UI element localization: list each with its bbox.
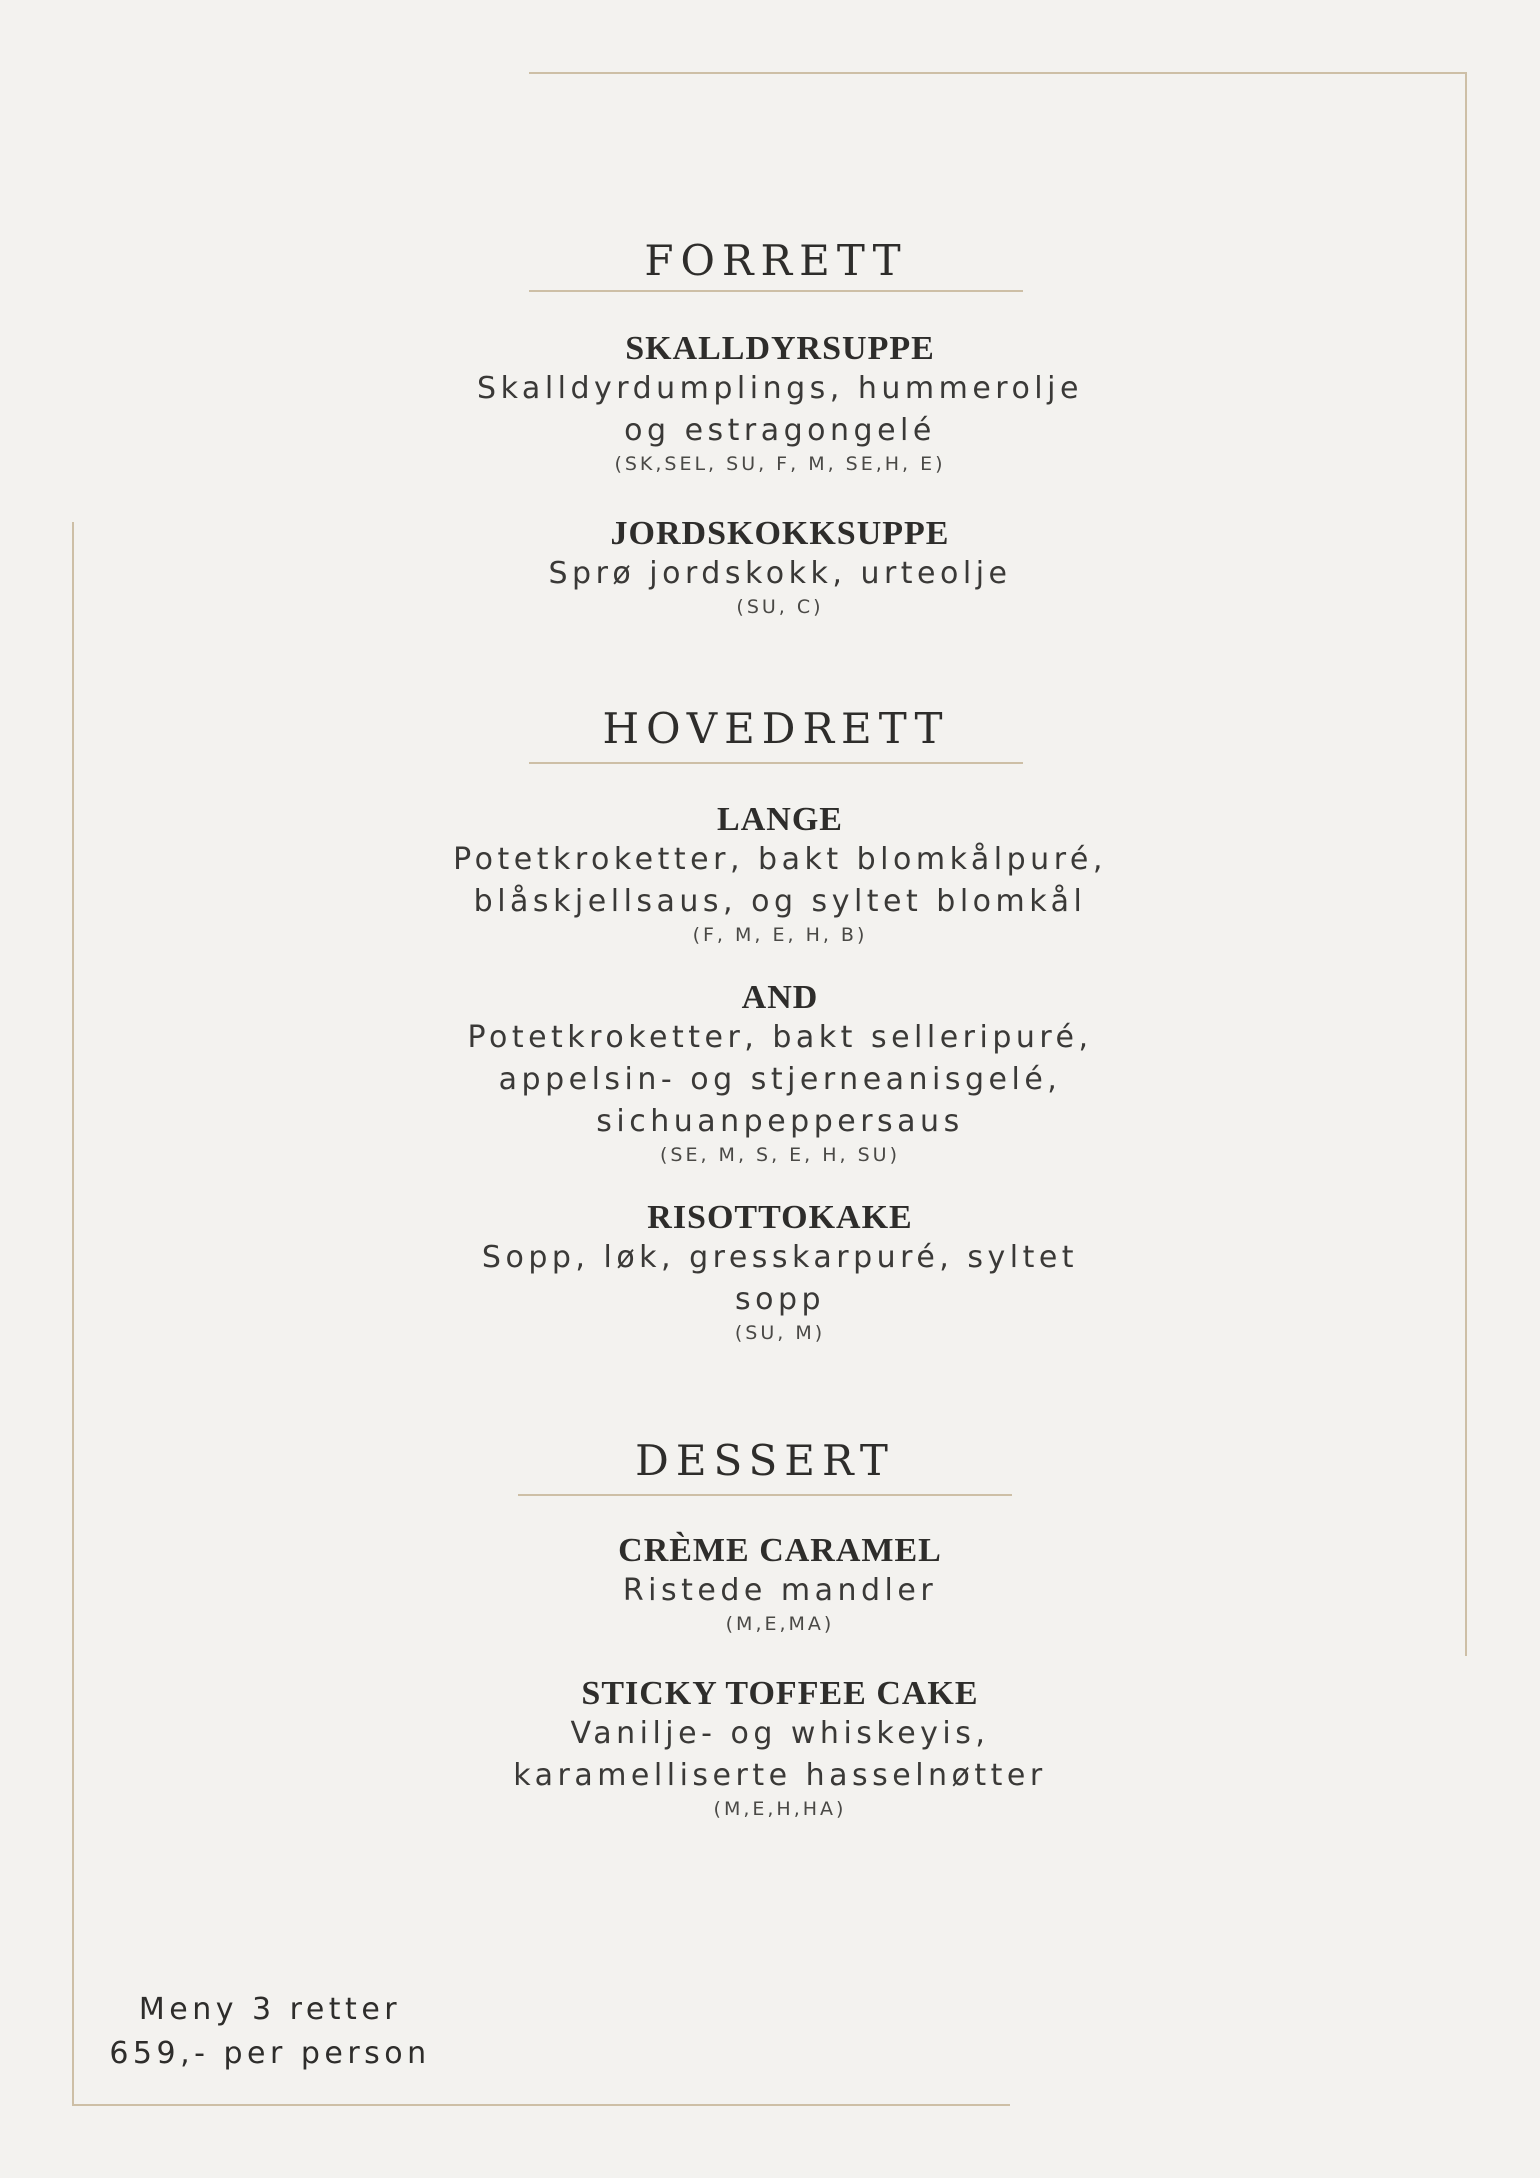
dish-allergens: (SK,SEL, SU, F, M, SE,H, E) [614,453,946,475]
dish-and [370,979,1190,1167]
dish-name: RISOTTOKAKE [647,1199,913,1236]
dish-description: Skalldyrdumplings, hummerolje [477,371,1083,406]
dish-sticky-toffee-cake [370,1675,1190,1821]
dish-description: Sprø jordskokk, urteolje [548,556,1012,591]
dish-description: og estragongelé [624,413,936,448]
frame-left-line [72,522,74,2106]
dish-description: Sopp, løk, gresskarpuré, syltet [481,1240,1079,1275]
dish-allergens: (SE, M, S, E, H, SU) [660,1144,900,1166]
dish-jordskokksuppe [370,515,1190,619]
dish-allergens: (SU, C) [736,596,824,618]
price-block [80,1988,460,2076]
dish-allergens: (F, M, E, H, B) [692,924,868,946]
dish-creme-caramel [370,1532,1190,1636]
dish-description: blåskjellsaus, og syltet blomkål [473,884,1087,919]
dish-allergens: (M,E,MA) [725,1613,835,1635]
section-rule-hovedrett [529,762,1023,764]
dish-description: karamelliserte hasselnøtter [513,1758,1047,1793]
dish-allergens: (M,E,H,HA) [713,1798,847,1820]
dish-name: CRÈME CARAMEL [618,1532,942,1569]
section-rule-dessert [518,1494,1012,1496]
section-rule-forrett [529,290,1023,292]
menu-price: 659,- per person [109,2036,431,2071]
dish-risottokake [370,1199,1190,1345]
dish-name: SKALLDYRSUPPE [625,330,935,367]
dish-description: sichuanpeppersaus [596,1104,964,1139]
dish-name: JORDSKOKKSUPPE [610,515,950,552]
frame-top-line [529,72,1467,74]
dish-allergens: (SU, M) [734,1322,826,1344]
section-title-hovedrett: HOVEDRETT [602,704,950,753]
dish-description: Vanilje- og whiskeyis, [570,1716,990,1751]
section-title-forrett: FORRETT [644,236,908,285]
dish-name: LANGE [717,801,843,838]
dish-description: sopp [734,1282,826,1317]
frame-right-line [1465,72,1467,1656]
dish-description: Potetkroketter, bakt selleripuré, [467,1020,1093,1055]
dish-description: appelsin- og stjerneanisgelé, [498,1062,1062,1097]
dish-description: Ristede mandler [622,1573,938,1608]
dish-skalldyrsuppe [370,330,1190,476]
dish-description: Potetkroketter, bakt blomkålpuré, [453,842,1107,877]
dish-lange [370,801,1190,947]
menu-label: Meny 3 retter [138,1992,402,2027]
section-title-dessert: DESSERT [635,1436,895,1485]
dish-name: AND [741,979,819,1016]
dish-name: STICKY TOFFEE CAKE [581,1675,979,1712]
frame-bottom-line [72,2104,1010,2106]
